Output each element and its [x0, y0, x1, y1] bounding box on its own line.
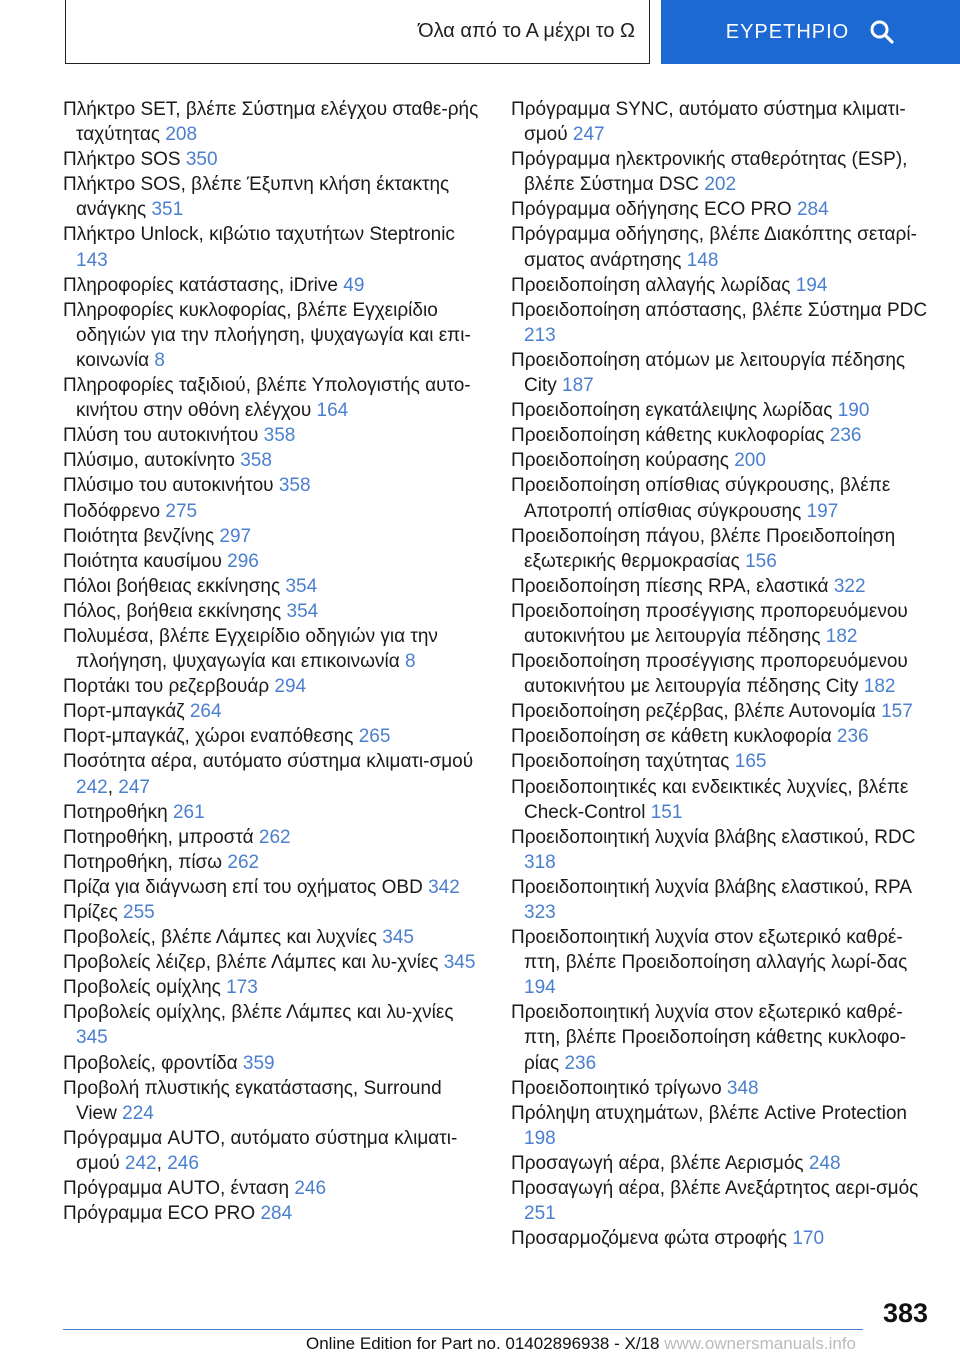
index-entry: [511, 197, 936, 222]
index-entry-text: Πλύσιμο του αυτοκινήτου: [63, 475, 274, 497]
index-entry: [63, 1201, 483, 1226]
page-link[interactable]: 359: [242, 1052, 275, 1074]
page-link[interactable]: 261: [172, 801, 205, 823]
index-entry: [63, 298, 483, 373]
index-entry-text: Πόλοι βοήθειας εκκίνησης: [63, 575, 281, 597]
index-entry-text: Ποτηροθήκη, μπροστά: [63, 826, 254, 848]
page-link[interactable]: 242: [124, 1152, 157, 1174]
index-entry: [63, 925, 483, 950]
footer-divider: [63, 1329, 863, 1330]
index-entry: [511, 724, 936, 749]
index-entry-text: Πλύση του αυτοκινήτου: [63, 425, 259, 447]
page-link[interactable]: 275: [165, 500, 198, 522]
index-entry-text: Ποτηροθήκη, πίσω: [63, 851, 223, 873]
index-entry-text: Πληροφορίες κυκλοφορίας, βλέπε Εγχειρίδιο οδηγιών για την πλοήγηση, ψυχαγωγία και επι-κοινωνία: [63, 299, 471, 371]
index-entry-text: Προβολείς ομίχλης, βλέπε Λάμπες και λυ-χνίες: [63, 1002, 454, 1024]
page-link[interactable]: 8: [405, 651, 416, 673]
page-link[interactable]: 224: [122, 1102, 154, 1124]
index-entry-text: Προβολή πλυστικής εγκατάστασης, Surround View: [63, 1077, 442, 1124]
index-entry: Ποσότητα αέρα, αυτόματο σύστημα κλιματι-σμού 242, 247: [63, 751, 474, 798]
index-entry: [511, 599, 936, 649]
index-entry: [511, 925, 936, 1000]
index-entry: [511, 147, 936, 197]
index-entry: [511, 298, 936, 348]
index-entry-text: Ποσότητα αέρα, αυτόματο σύστημα κλιματι-σμού: [63, 751, 474, 773]
index-entry-text: Προειδοποιητική λυχνία στον εξωτερικό καθρέ-πτη, βλέπε Προειδοποίηση αλλαγής λωρί-δας: [511, 927, 908, 974]
page-link[interactable]: 157: [881, 701, 913, 723]
index-entry: [63, 875, 483, 900]
page-link[interactable]: 236: [829, 425, 862, 447]
page-link[interactable]: 342: [428, 876, 460, 898]
index-entry-text: Ποδόφρενο: [63, 500, 161, 522]
index-entry-text: Πλήκτρο SOS: [63, 149, 181, 171]
index-entry-text: Πλήκτρο SET, βλέπε Σύστημα ελέγχου σταθε-ρής ταχύτητας: [63, 99, 479, 146]
index-entry-text: Προσαρμοζόμενα φώτα στροφής: [511, 1228, 788, 1250]
page-link[interactable]: 354: [285, 575, 318, 597]
index-entry: [63, 147, 483, 172]
page-link[interactable]: 284: [260, 1203, 293, 1225]
page-link[interactable]: 294: [274, 676, 307, 698]
index-entry: [63, 1176, 483, 1201]
footer: [306, 1334, 856, 1354]
tab-index-label: ΕΥΡΕΤΗΡΙΟ: [725, 20, 850, 43]
index-entry-text: Πρόληψη ατυχημάτων, βλέπε Active Protection: [511, 1102, 907, 1124]
page-link[interactable]: 358: [263, 425, 296, 447]
index-entry-text: Προσαγωγή αέρα, βλέπε Ανεξάρτητος αερι-σμός: [511, 1178, 919, 1200]
page-link[interactable]: 358: [240, 450, 272, 472]
page-link[interactable]: 350: [185, 149, 218, 171]
page-link[interactable]: 255: [123, 902, 155, 923]
index-entry-text: Πρόγραμμα AUTO, αυτόματο σύστημα κλιματι-σμού: [63, 1127, 458, 1174]
page-number: 383: [882, 1298, 928, 1328]
index-entry-text: Προειδοποίηση σε κάθετη κυκλοφορία: [511, 726, 832, 748]
tab-index[interactable]: [661, 0, 960, 64]
index-entry: [63, 950, 483, 975]
page-link[interactable]: 348: [726, 1077, 759, 1099]
page-link[interactable]: 322: [833, 575, 866, 597]
index-entry: [511, 875, 936, 925]
page-link[interactable]: 236: [836, 726, 869, 748]
page-link[interactable]: 156: [745, 550, 777, 572]
page-link[interactable]: 345: [443, 952, 476, 974]
index-entry-text: Πόλος, βοήθεια εκκίνησης: [63, 600, 282, 622]
search-icon[interactable]: [869, 19, 895, 45]
index-entry: [511, 273, 936, 298]
page-link[interactable]: 297: [219, 525, 252, 547]
index-entry-text: Προειδοποιητικές και ενδεικτικές λυχνίες, βλέπε Check-Control: [511, 776, 909, 823]
page-link[interactable]: 236: [564, 1052, 597, 1074]
index-entry: [63, 172, 483, 222]
index-entry-text: Πρόγραμμα οδήγησης ECO PRO: [511, 199, 792, 221]
index-entry: [511, 749, 936, 774]
index-entry-text: Προειδοποίηση ταχύτητας: [511, 751, 730, 773]
index-entry-text: Ποτηροθήκη: [63, 801, 168, 823]
index-entry-text: Πρίζες: [63, 902, 118, 923]
page-link[interactable]: 242: [76, 776, 108, 798]
index-entry-text: Πολυμέσα, βλέπε Εγχειρίδιο οδηγιών για την πλοήγηση, ψυχαγωγία και επικοινωνία: [63, 625, 438, 673]
index-entry-text: Πρόγραμμα SYNC, αυτόματο σύστημα κλιματι-σμού: [511, 99, 906, 146]
page-link[interactable]: 143: [76, 249, 108, 271]
page-link[interactable]: 354: [286, 600, 319, 622]
page-link[interactable]: 345: [382, 927, 414, 949]
index-entry-text: Πληροφορίες κατάστασης, iDrive: [63, 274, 338, 296]
page-link[interactable]: 194: [795, 274, 828, 296]
tab-a-to-z-label: Όλα από το Α μέχρι το Ω: [418, 20, 635, 42]
index-entry-text: Προειδοποίηση κούρασης: [511, 450, 729, 472]
page-link[interactable]: 246: [294, 1178, 327, 1200]
top-navigation: [0, 0, 960, 64]
page-link[interactable]: 323: [524, 902, 556, 923]
index-entry: [511, 1176, 936, 1226]
tab-a-to-z[interactable]: [65, 0, 650, 64]
index-entry-text: Προειδοποιητική λυχνία στον εξωτερικό καθρέ-πτη, βλέπε Προειδοποίηση κάθετης κυκλοφο-ρίας: [511, 1002, 907, 1074]
index-entry-text: Προβολείς, βλέπε Λάμπες και λυχνίες: [63, 927, 377, 949]
page-link[interactable]: 264: [189, 701, 222, 723]
index-entry: [63, 448, 483, 473]
index-entry-text: Προειδοποίηση πάγου, βλέπε Προειδοποίηση εξωτερικής θερμοκρασίας: [511, 525, 896, 572]
page-link[interactable]: 165: [734, 751, 767, 773]
index-entry: [63, 473, 483, 498]
index-entry: [63, 1000, 483, 1050]
index-entry-text: Προειδοποίηση ρεζέρβας, βλέπε Αυτονομία: [511, 701, 876, 723]
index-entry-text: Προειδοποιητική λυχνία βλάβης ελαστικού, RPA: [511, 876, 911, 898]
index-entry: [511, 649, 936, 699]
index-entry: [63, 900, 483, 925]
index-entry: [63, 825, 483, 850]
index-entry-text: Πληροφορίες ταξιδιού, βλέπε Υπολογιστής αυτο-κινήτου στην οθόνη ελέγχου: [63, 375, 471, 422]
page-link[interactable]: 296: [227, 550, 259, 572]
index-entry-text: Προειδοποίηση ατόμων με λειτουργία πέδησης City: [511, 349, 906, 397]
page-link[interactable]: 170: [792, 1228, 825, 1250]
index-entry: [63, 1051, 483, 1076]
index-entry-text: Πλήκτρο SOS, βλέπε Έξυπνη κλήση έκτακτης ανάγκης: [63, 174, 450, 221]
index-entry: [511, 1151, 936, 1176]
index-entry: [511, 1000, 936, 1075]
index-entry: [63, 724, 483, 749]
index-entry-text: Προειδοποίηση αλλαγής λωρίδας: [511, 274, 791, 296]
index-entry-text: Προσαγωγή αέρα, βλέπε Αερισμός: [511, 1152, 804, 1174]
index-entry: [63, 549, 483, 574]
page-link[interactable]: 173: [226, 977, 258, 999]
index-entry: [511, 825, 936, 875]
index-entry: [63, 273, 483, 298]
page-link[interactable]: 164: [316, 400, 349, 422]
page-link[interactable]: 194: [524, 977, 556, 999]
page-link[interactable]: 182: [825, 625, 858, 647]
watermark: www.ownersmanuals.info: [664, 1334, 857, 1353]
page-link[interactable]: 208: [165, 124, 198, 146]
page-link[interactable]: 318: [524, 851, 556, 873]
index-entry-text: Πλύσιμο, αυτοκίνητο: [63, 450, 235, 472]
page-link[interactable]: 8: [154, 349, 165, 371]
page-link[interactable]: 182: [863, 676, 896, 698]
page-link[interactable]: 284: [796, 199, 829, 221]
index-column-left: [63, 97, 483, 1226]
page-link[interactable]: 251: [524, 1203, 556, 1225]
page-link[interactable]: 202: [704, 174, 737, 196]
index-entry-text: Πορτ-μπαγκάζ, χώροι εναπόθεσης: [63, 726, 354, 748]
page-link[interactable]: 247: [572, 124, 605, 146]
index-entry-text: Προβολείς λέιζερ, βλέπε Λάμπες και λυ-χνίες: [63, 952, 439, 974]
index-entry: [63, 1076, 483, 1126]
index-entry-text: Πρόγραμμα AUTO, ένταση: [63, 1178, 290, 1200]
edition-text: Online Edition for Part no. 01402896938 - X/18: [306, 1334, 660, 1353]
index-entry-text: Ποιότητα βενζίνης: [63, 525, 215, 547]
index-entry-text: Προειδοποίηση οπίσθιας σύγκρουσης, βλέπε Αποτροπή οπίσθιας σύγκρουσης: [511, 475, 891, 522]
index-entry-text: Προειδοποίηση κάθετης κυκλοφορίας: [511, 425, 825, 447]
index-entry: [63, 499, 483, 524]
index-entry-text: Προβολείς ομίχλης: [63, 977, 221, 999]
index-entry: [63, 699, 483, 724]
index-entry-text: Πλήκτρο Unlock, κιβώτιο ταχυτήτων Steptronic: [63, 224, 455, 246]
index-entry-text: Πρόγραμμα ηλεκτρονικής σταθερότητας (ESP), βλέπε Σύστημα DSC: [511, 149, 908, 196]
index-entry-text: Προβολείς, φροντίδα: [63, 1052, 238, 1074]
index-entry-text: Προειδοποιητική λυχνία βλάβης ελαστικού, RDC: [511, 826, 916, 848]
index-entry-text: Πρίζα για διάγνωση επί του οχήματος OBD: [63, 876, 423, 898]
index-entry: [511, 448, 936, 473]
index-entry-text: Προειδοποίηση πίεσης RPA, ελαστικά: [511, 575, 829, 597]
page-link[interactable]: 213: [524, 324, 556, 346]
page-link[interactable]: 49: [343, 274, 365, 296]
index-entry-text: Πρόγραμμα οδήγησης, βλέπε Διακόπτης σεταρί-σματος ανάρτησης: [511, 224, 917, 271]
page-link[interactable]: 265: [358, 726, 391, 748]
page-link[interactable]: 187: [562, 375, 594, 397]
index-column-right: [511, 97, 936, 1251]
index-entry: [511, 348, 936, 398]
index-entry: [63, 222, 483, 272]
index-entry-text: Προειδοποίηση απόστασης, βλέπε Σύστημα PDC: [511, 299, 928, 321]
index-entry: [511, 1101, 936, 1151]
index-entry-text: Πορτάκι του ρεζερβουάρ: [63, 676, 270, 698]
page-link[interactable]: 148: [686, 249, 719, 271]
index-entry: [511, 423, 936, 448]
index-entry: [63, 624, 483, 674]
index-entry-text: Προειδοποίηση προσέγγισης προπορευόμενου αυτοκινήτου με λειτουργία πέδησης: [511, 600, 908, 647]
index-entry: [511, 1076, 936, 1101]
index-entry: [63, 97, 483, 147]
index-entry: [511, 524, 936, 574]
index-entry: [63, 524, 483, 549]
page-link[interactable]: 247: [118, 776, 150, 798]
page-link[interactable]: 190: [837, 400, 870, 422]
page-link[interactable]: 197: [806, 500, 839, 522]
index-entry: Πρόγραμμα AUTO, αυτόματο σύστημα κλιματι-σμού 242, 246: [63, 1127, 458, 1174]
index-entry-text: Πορτ-μπαγκάζ: [63, 701, 185, 723]
index-entry: [511, 775, 936, 825]
index-entry: [63, 423, 483, 448]
index-entry-text: Προειδοποίηση προσέγγισης προπορευόμενου αυτοκινήτου με λειτουργία πέδησης City: [511, 651, 908, 698]
index-entry-text: Ποιότητα καυσίμου: [63, 550, 222, 572]
index-entry: [63, 373, 483, 423]
page-link[interactable]: 262: [258, 826, 291, 848]
index-entry-text: Πρόγραμμα ECO PRO: [63, 1203, 256, 1225]
page-link[interactable]: 345: [76, 1027, 108, 1049]
index-entry-text: Προειδοποίηση εγκατάλειψης λωρίδας: [511, 400, 833, 422]
page-link[interactable]: 151: [650, 801, 683, 823]
page-link[interactable]: 351: [151, 199, 184, 221]
page-link[interactable]: 246: [167, 1152, 199, 1174]
index-entry: [511, 699, 936, 724]
index-entry: [63, 574, 483, 599]
index-entry: [511, 97, 936, 147]
index-entry-text: Προειδοποιητικό τρίγωνο: [511, 1077, 722, 1099]
index-entry: [511, 1226, 936, 1251]
page-link[interactable]: 358: [278, 475, 311, 497]
index-entry: [511, 398, 936, 423]
page-link[interactable]: 198: [524, 1127, 556, 1149]
index-entry: [63, 975, 483, 1000]
page-link[interactable]: 200: [734, 450, 766, 472]
index-entry: [63, 800, 483, 825]
index-entry: [63, 599, 483, 624]
index-entry: [63, 674, 483, 699]
index-entry: [63, 850, 483, 875]
page-link[interactable]: 248: [808, 1152, 841, 1174]
index-entry: [511, 473, 936, 523]
index-entry: [511, 574, 936, 599]
index-entry: [511, 222, 936, 272]
page-link[interactable]: 262: [227, 851, 260, 873]
